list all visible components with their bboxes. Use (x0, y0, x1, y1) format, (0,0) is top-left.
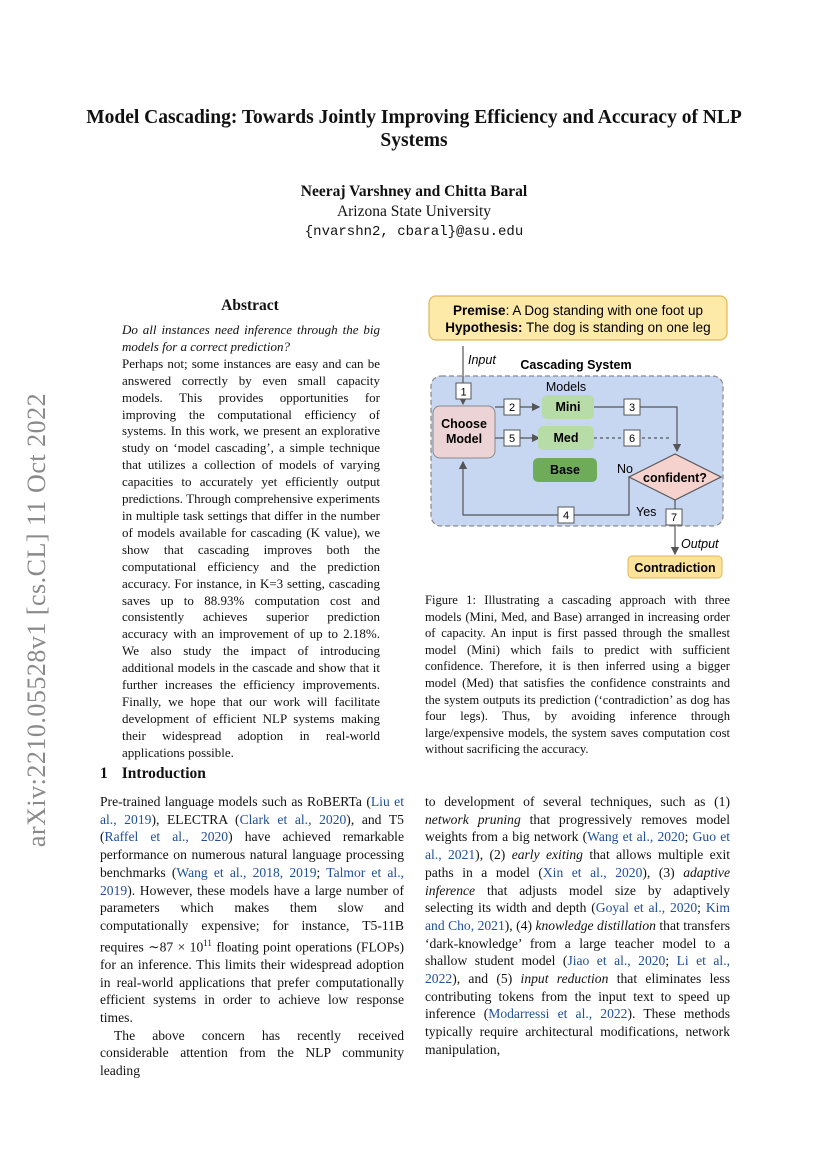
med-label: Med (553, 431, 579, 445)
citation-raffel[interactable]: Raffel et al., 2020 (104, 829, 229, 845)
intro-paragraph-1: Pre-trained language models such as RoBERTa (Liu et al., 2019), ELECTRA (Clark et al., 2020), and T5 (Raffel et al., 2020) have achieved remarkable performance on numerous natural language processing benchmarks (Wang et al., 2018, 2019; Talmor et al., 2019). However, these models have a large number of parameters which makes them slow and computationally expensive; for instance, T5-11B requires ∼87 × $10^{11}$ floating point operations (FLOPs) for an inference. This limits their widespread adoption in real-world applications that prefer computationally efficient systems in order to achieve low response times. (100, 794, 404, 1025)
citation-jiao[interactable]: Jiao et al., 2020 (567, 953, 666, 969)
citation-clark[interactable]: Clark et al., 2020 (239, 811, 347, 827)
premise-line (453, 303, 703, 318)
abstract-body (122, 322, 380, 762)
section-number: 1 (100, 765, 108, 782)
citation-wang[interactable]: Wang et al., 2018, 2019 (176, 864, 317, 880)
citation-modarressi[interactable]: Modarressi et al., 2022 (488, 1006, 628, 1022)
base-label: Base (550, 463, 580, 477)
system-label: Cascading System (520, 358, 632, 372)
abstract-question: Do all instances need inference through the big models for a correct prediction? (122, 322, 380, 354)
premise-text: : A Dog standing with one foot up (505, 303, 703, 318)
section-title: Introduction (121, 765, 206, 782)
step-1-label: 1 (460, 386, 467, 399)
intro-left-column (100, 793, 404, 1080)
step-2-label: 2 (508, 402, 516, 414)
citation-guo[interactable]: Guo et al., 2021 (425, 829, 731, 863)
choose-label-2: Model (445, 432, 483, 446)
paper-title: Model Cascading: Towards Jointly Improving Efficiency and Accuracy of NLP Systems (86, 107, 742, 151)
yes-label: Yes (636, 505, 657, 519)
author-email: {nvarshn2, cbaral}@asu.edu (304, 224, 524, 240)
choose-label-1: Choose (441, 417, 487, 431)
intro-right-column (425, 793, 730, 1059)
hypothesis-line (445, 320, 710, 335)
author-block (80, 182, 748, 242)
abstract-text: Perhaps not; some instances are easy and can be answered correctly by even small capacity models. This provides opportunities for improving the computational efficiency of systems. In this work, we present an explorative study on ‘model cascading’, a simple technique that utilizes a collection of models of varying capacities to accurately yet efficiently output predictions. Through comprehensive experiments in multiple task settings that differ in the number of models available for cascading (K value), we show that cascading improves both the computational efficiency and the prediction accuracy. For instance, in K=3 setting, cascading saves up to 88.93% computation cost and consistently achieves superior prediction accuracy with an improvement of up to 2.18%. We also study the impact of introducing additional models in the cascade and show that it further increases the efficiency improvements. Finally, we hope that our work will facilitate development of efficient NLP systems making their widespread adoption in real-world applications possible. (122, 355, 380, 760)
step-4-label: 4 (562, 510, 570, 522)
result-label: Contradiction (634, 561, 716, 575)
arxiv-identifier: arXiv:2210.05528v1 [cs.CL] 11 Oct 2022 (22, 392, 51, 848)
section-heading-introduction (100, 765, 206, 783)
figure-cascading-diagram (425, 294, 735, 584)
citation-xin[interactable]: Xin et al., 2020 (542, 864, 643, 880)
confident-label: confident? (643, 471, 707, 485)
citation-kim[interactable]: Kim and Cho, 2021 (425, 900, 730, 933)
no-label: No (617, 462, 633, 476)
citation-li[interactable]: Li et al., 2022 (425, 953, 731, 987)
step-3-label: 3 (628, 402, 636, 414)
citation-liu[interactable]: Liu et al., 2019 (100, 794, 404, 827)
mini-label: Mini (555, 400, 581, 414)
input-label: Input (468, 353, 496, 367)
step-6-label: 6 (628, 433, 636, 445)
step-7-label: 7 (670, 512, 678, 524)
models-label: Models (545, 380, 587, 394)
hypothesis-label: Hypothesis: (445, 320, 523, 335)
intro-paragraph-3: to development of several techniques, such as (1) network pruning that progressively removes model weights from a big network (Wang et al., 2020; Guo et al., 2021), (2) early exiting that allows multiple exit paths in a model (Xin et al., 2020), (3) adaptive inference that adjusts model size by adaptively selecting its width and depth (Goyal et al., 2020; Kim and Cho, 2021), (4) knowledge distillation that transfers ‘dark-knowledge’ from a large teacher model to a shallow student model (Jiao et al., 2020; Li et al., 2022), and (5) input reduction that eliminates less contributing tokens from the input text to speed up inference (Modarressi et al., 2022). These methods typically require architectural modifications, network manipulation, (425, 794, 731, 1057)
author-names: Neeraj Varshney and Chitta Baral (300, 183, 528, 200)
premise-label: Premise (453, 303, 506, 318)
arxiv-sidebar (22, 370, 52, 870)
intro-paragraph-2: The above concern has recently received considerable attention from the NLP community leading (100, 1027, 404, 1079)
output-label: Output (681, 537, 719, 551)
abstract-heading: Abstract (221, 297, 279, 314)
citation-wang-2020[interactable]: Wang et al., 2020 (587, 829, 685, 845)
hypothesis-text: The dog is standing on one leg (522, 320, 711, 335)
step-5-label: 5 (508, 433, 516, 445)
citation-goyal[interactable]: Goyal et al., 2020 (595, 900, 698, 916)
figure-caption: Figure 1: Illustrating a cascading approach with three models (Mini, Med, and Base) arranged in increasing order of capacity. An input is first passed through the smallest model (Mini) which fails to predict with sufficient confidence. Therefore, it is then inferred using a bigger model (Med) that satisfies the confidence constraints and the system outputs its prediction (‘contradiction’ as dog has four legs). Thus, by avoiding inference through large/expensive models, the system saves computation cost without sacrificing the accuracy. (425, 593, 730, 757)
citation-talmor[interactable]: Talmor et al., 2019 (100, 864, 404, 898)
affiliation: Arizona State University (336, 203, 492, 220)
